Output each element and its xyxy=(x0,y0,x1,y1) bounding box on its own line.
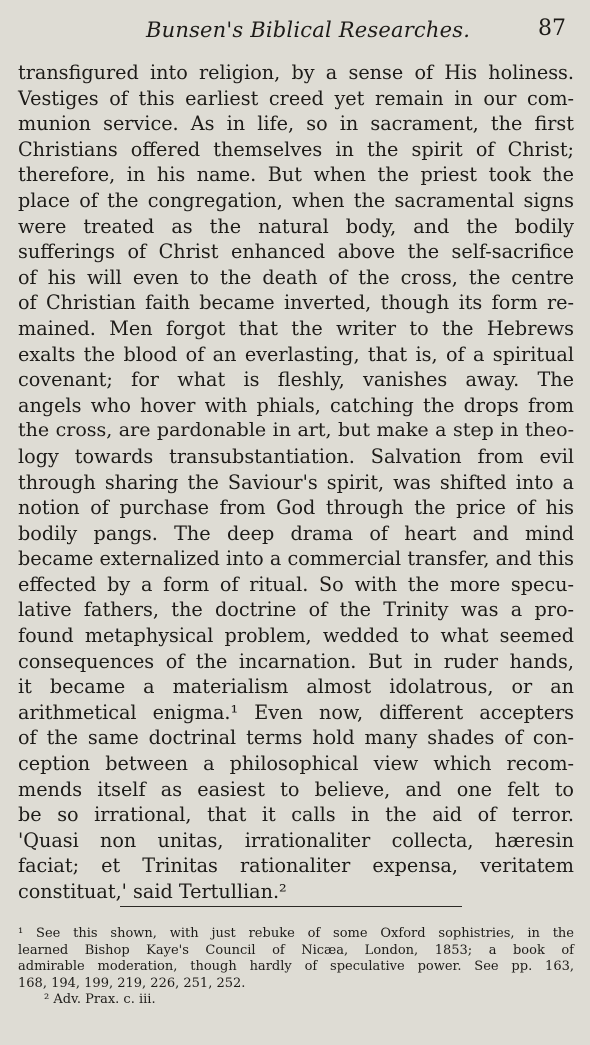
text-line: covenant; for what is fleshly, vanishes away. The xyxy=(18,368,574,392)
text-line: notion of purchase from God through the price of his xyxy=(18,496,574,520)
text-line: place of the congregation, when the sacramental signs xyxy=(18,188,574,212)
text-line: 'Quasi non unitas, irrationaliter collecta, hæresin xyxy=(18,828,574,852)
text-line: arithmetical enigma.¹ Even now, different accepters xyxy=(18,700,574,724)
text-line: exalts the blood of an everlasting, that is, of a spiritual xyxy=(18,342,574,366)
text-line: mends itself as easiest to believe, and one felt to xyxy=(18,777,574,801)
footnote-line: admirable moderation, though hardly of speculative power. See pp. 163, xyxy=(18,959,574,974)
text-line: of the same doctrinal terms hold many shades of con- xyxy=(18,726,574,750)
text-line: faciat; et Trinitas rationaliter expensa, veritatem xyxy=(18,854,574,878)
text-line: of his will even to the death of the cross, the centre xyxy=(18,265,574,289)
body-text xyxy=(18,60,574,905)
text-line: constituat,' said Tertullian.² xyxy=(18,880,287,903)
footnote-line: 168, 194, 199, 219, 226, 251, 252. xyxy=(18,975,246,991)
text-line: angels who hover with phials, catching the drops from xyxy=(18,393,574,417)
running-title: Bunsen's Biblical Researches. xyxy=(146,18,471,42)
text-line: sufferings of Christ enhanced above the self-sacrifice xyxy=(18,240,574,264)
text-line: ception between a philosophical view which recom- xyxy=(18,752,574,776)
footnotes xyxy=(18,926,574,1009)
text-line: Vestiges of this earliest creed yet remain in our com- xyxy=(18,86,574,110)
footnote-line: learned Bishop Kaye's Council of Nicæa, London, 1853; a book of xyxy=(18,942,574,958)
text-line: bodily pangs. The deep drama of heart and mind xyxy=(18,521,574,545)
footnote-line: ¹ See this shown, with just rebuke of some Oxford sophistries, in the xyxy=(18,926,574,941)
text-line: Christians offered themselves in the spirit of Christ; xyxy=(18,137,574,161)
text-line: lative fathers, the doctrine of the Trinity was a pro- xyxy=(18,598,574,622)
text-line: of Christian faith became inverted, though its form re- xyxy=(18,291,574,315)
text-line: mained. Men forgot that the writer to the Hebrews xyxy=(18,316,574,340)
text-line: effected by a form of ritual. So with the more specu- xyxy=(18,572,574,596)
text-line: became externalized into a commercial transfer, and this xyxy=(18,547,574,571)
page-header xyxy=(0,14,590,48)
text-line: transfigured into religion, by a sense of His holiness. xyxy=(18,61,574,84)
footnote-rule xyxy=(120,906,462,907)
text-line: through sharing the Saviour's spirit, was shifted into a xyxy=(18,470,574,494)
text-line: were treated as the natural body, and the bodily xyxy=(18,214,574,238)
text-line: the cross, are pardonable in art, but make a step in theo- xyxy=(18,419,574,442)
text-line: logy towards transubstantiation. Salvation from evil xyxy=(18,444,574,468)
text-line: therefore, in his name. But when the priest took the xyxy=(18,163,574,187)
text-line: be so irrational, that it calls in the aid of terror. xyxy=(18,803,574,827)
text-line: munion service. As in life, so in sacrament, the first xyxy=(18,112,574,136)
text-line: found metaphysical problem, wedded to what seemed xyxy=(18,624,574,648)
page-number: 87 xyxy=(538,16,566,41)
text-line: it became a materialism almost idolatrous, or an xyxy=(18,675,574,699)
text-line: consequences of the incarnation. But in ruder hands, xyxy=(18,649,574,673)
footnote-line: ² Adv. Prax. c. iii. xyxy=(44,992,156,1007)
